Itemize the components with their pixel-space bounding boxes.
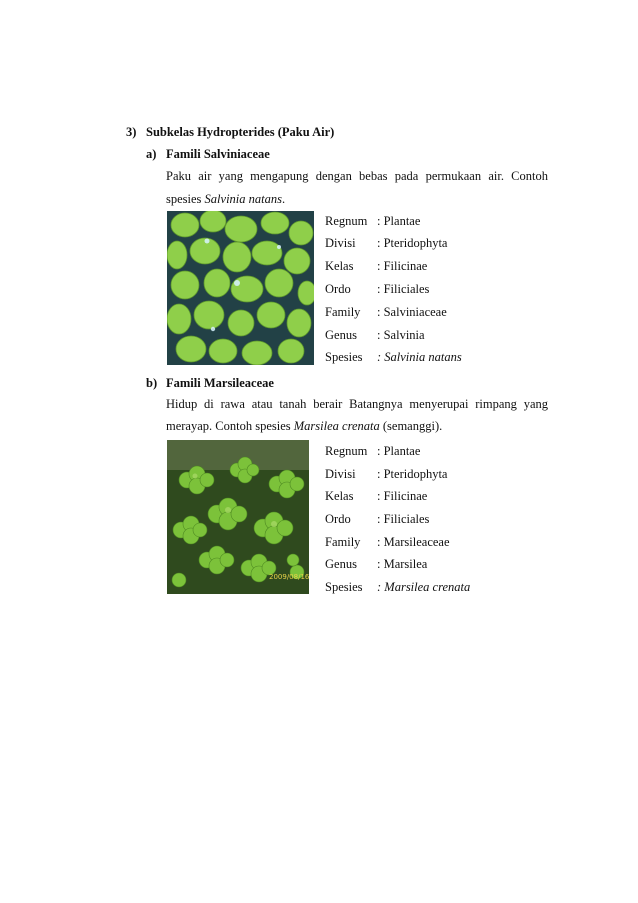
tax-a-key-family: Family: [325, 305, 361, 319]
family-a-desc-line2: [166, 188, 548, 211]
tax-a-value-genus: : Salvinia: [377, 328, 425, 342]
marsilea-photo-stamp: 2009/08/16: [269, 573, 309, 581]
family-a-title: Famili Salviniaceae: [166, 147, 270, 161]
tax-a-value-spesies: : Salvinia natans: [377, 350, 462, 364]
tax-b-key-regnum: Regnum: [325, 444, 368, 458]
family-b-taxonomy: [325, 444, 505, 604]
tax-b-value-family: : Marsileaceae: [377, 535, 450, 549]
family-a-desc-species: Salvinia natans: [204, 192, 282, 206]
family-b-title: Famili Marsileaceae: [166, 376, 274, 390]
family-a-desc-suffix: .: [281, 192, 286, 206]
tax-a-value-regnum: : Plantae: [377, 214, 421, 228]
salvinia-photo: [167, 211, 314, 365]
family-a-taxonomy: [325, 214, 505, 374]
tax-a-key-genus: Genus: [325, 328, 357, 342]
family-b-letter: b): [146, 376, 158, 390]
section-title: Subkelas Hydropterides (Paku Air): [146, 125, 335, 139]
tax-a-key-regnum: Regnum: [325, 214, 368, 228]
family-b-desc-line2: [166, 415, 548, 438]
tax-b-key-divisi: Divisi: [325, 467, 356, 481]
marsilea-photo-drawing: [167, 440, 309, 594]
tax-b-value-genus: : Marsilea: [377, 557, 428, 571]
family-a-desc-prefix: spesies: [166, 192, 205, 206]
family-b-desc-prefix: merayap. Contoh spesies: [166, 419, 294, 433]
tax-a-value-kelas: : Filicinae: [377, 259, 428, 273]
family-b-desc-species: Marsilea crenata: [293, 419, 380, 433]
tax-b-value-divisi: : Pteridophyta: [377, 467, 448, 481]
section-number: 3): [126, 125, 137, 139]
family-b-desc-line1: Hidup di rawa atau tanah berair Batangnya menyerupai rimpang yang: [166, 397, 548, 411]
salvinia-photo-drawing: [167, 211, 314, 365]
tax-b-key-ordo: Ordo: [325, 512, 351, 526]
tax-a-key-kelas: Kelas: [325, 259, 354, 273]
tax-b-value-regnum: : Plantae: [377, 444, 421, 458]
family-a-desc-line1: Paku air yang mengapung dengan bebas pada permukaan air. Contoh: [166, 169, 548, 183]
tax-b-value-spesies: : Marsilea crenata: [377, 580, 471, 594]
tax-a-value-family: : Salviniaceae: [377, 305, 447, 319]
marsilea-photo: [167, 440, 309, 594]
tax-b-key-spesies: Spesies: [325, 580, 363, 594]
tax-a-key-ordo: Ordo: [325, 282, 351, 296]
tax-b-key-kelas: Kelas: [325, 489, 354, 503]
tax-b-value-ordo: : Filiciales: [377, 512, 430, 526]
tax-a-key-divisi: Divisi: [325, 236, 356, 250]
family-b-desc-suffix: (semanggi).: [379, 419, 443, 433]
tax-a-value-ordo: : Filiciales: [377, 282, 430, 296]
tax-a-key-spesies: Spesies: [325, 350, 363, 364]
tax-b-key-genus: Genus: [325, 557, 357, 571]
family-a-letter: a): [146, 147, 157, 161]
tax-b-value-kelas: : Filicinae: [377, 489, 428, 503]
tax-a-value-divisi: : Pteridophyta: [377, 236, 448, 250]
tax-b-key-family: Family: [325, 535, 361, 549]
